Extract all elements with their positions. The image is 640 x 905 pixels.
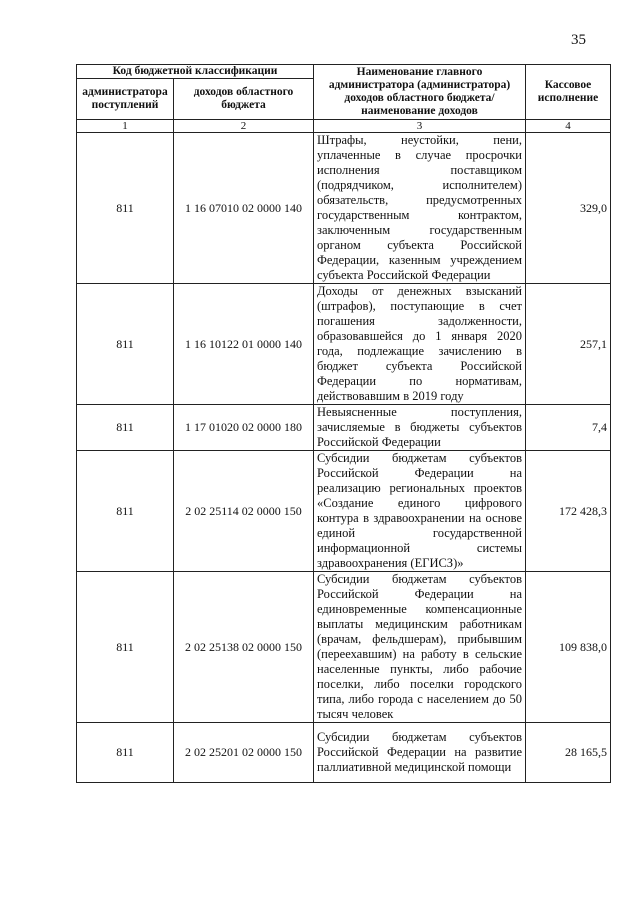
income-name: Субсидии бюджетам субъектов Российской Федерации на реализацию региональных проектов «Создание единого цифрового контура в здравоохранении на основе единой государственной информационной системы здравоохранения (ЕГИСЗ)» (314, 451, 526, 572)
administrator-code: 811 (77, 405, 174, 451)
page-number: 35 (571, 32, 586, 48)
administrator-code: 811 (77, 133, 174, 284)
table-row (77, 572, 611, 723)
cash-execution-amount: 329,0 (526, 133, 611, 284)
income-code: 2 02 25114 02 0000 150 (174, 451, 314, 572)
administrator-code: 811 (77, 723, 174, 783)
income-name: Субсидии бюджетам субъектов Российской Федерации на развитие паллиативной медицинской помощи (314, 723, 526, 783)
column-number: 4 (526, 120, 611, 133)
administrator-code: 811 (77, 451, 174, 572)
income-name: Субсидии бюджетам субъектов Российской Федерации на единовременные компенсационные выплаты медицинским работникам (врачам, фельдшерам), прибывшим (переехавшим) на работу в сельские населенные пункты, либо рабочие поселки, либо поселки городского типа, либо города с населением до 50 тысяч человек (314, 572, 526, 723)
administrator-code: 811 (77, 572, 174, 723)
cash-execution-amount: 257,1 (526, 284, 611, 405)
column-number: 3 (314, 120, 526, 133)
income-name: Штрафы, неустойки, пени, уплаченные в случае просрочки исполнения поставщиком (подрядчиком, исполнителем) обязательств, предусмотренных государственным контрактом, заключенным государственным органом субъекта Российской Федерации, казенным учреждением субъекта Российской Федерации (314, 133, 526, 284)
income-name: Невыясненные поступления, зачисляемые в бюджеты субъектов Российской Федерации (314, 405, 526, 451)
income-code: 1 17 01020 02 0000 180 (174, 405, 314, 451)
table-row (77, 451, 611, 572)
cash-execution-amount: 7,4 (526, 405, 611, 451)
cash-execution-amount: 28 165,5 (526, 723, 611, 783)
column-number: 1 (77, 120, 174, 133)
cash-execution-amount: 109 838,0 (526, 572, 611, 723)
column-number: 2 (174, 120, 314, 133)
table-row (77, 284, 611, 405)
income-code: 2 02 25201 02 0000 150 (174, 723, 314, 783)
table-row (77, 405, 611, 451)
income-name: Доходы от денежных взысканий (штрафов), поступающие в счет погашения задолженности, образовавшейся до 1 января 2020 года, подлежащие зачислению в бюджет субъекта Российской Федерации по нормативам, действовавшим в 2019 году (314, 284, 526, 405)
income-name-header: Наименование главного администратора (администратора) доходов областного бюджета/ наименование доходов (314, 65, 526, 120)
cash-execution-header: Кассовое исполнение (526, 65, 611, 120)
income-code: 1 16 07010 02 0000 140 (174, 133, 314, 284)
cash-execution-amount: 172 428,3 (526, 451, 611, 572)
income-code: 2 02 25138 02 0000 150 (174, 572, 314, 723)
table-row (77, 723, 611, 783)
budget-classification-header: Код бюджетной классификации (77, 65, 314, 79)
income-code: 1 16 10122 01 0000 140 (174, 284, 314, 405)
budget-revenue-table (76, 64, 611, 783)
administrator-code: 811 (77, 284, 174, 405)
regional-income-code-header: доходов областного бюджета (174, 79, 314, 120)
table-row (77, 133, 611, 284)
administrator-header: администратора поступлений (77, 79, 174, 120)
